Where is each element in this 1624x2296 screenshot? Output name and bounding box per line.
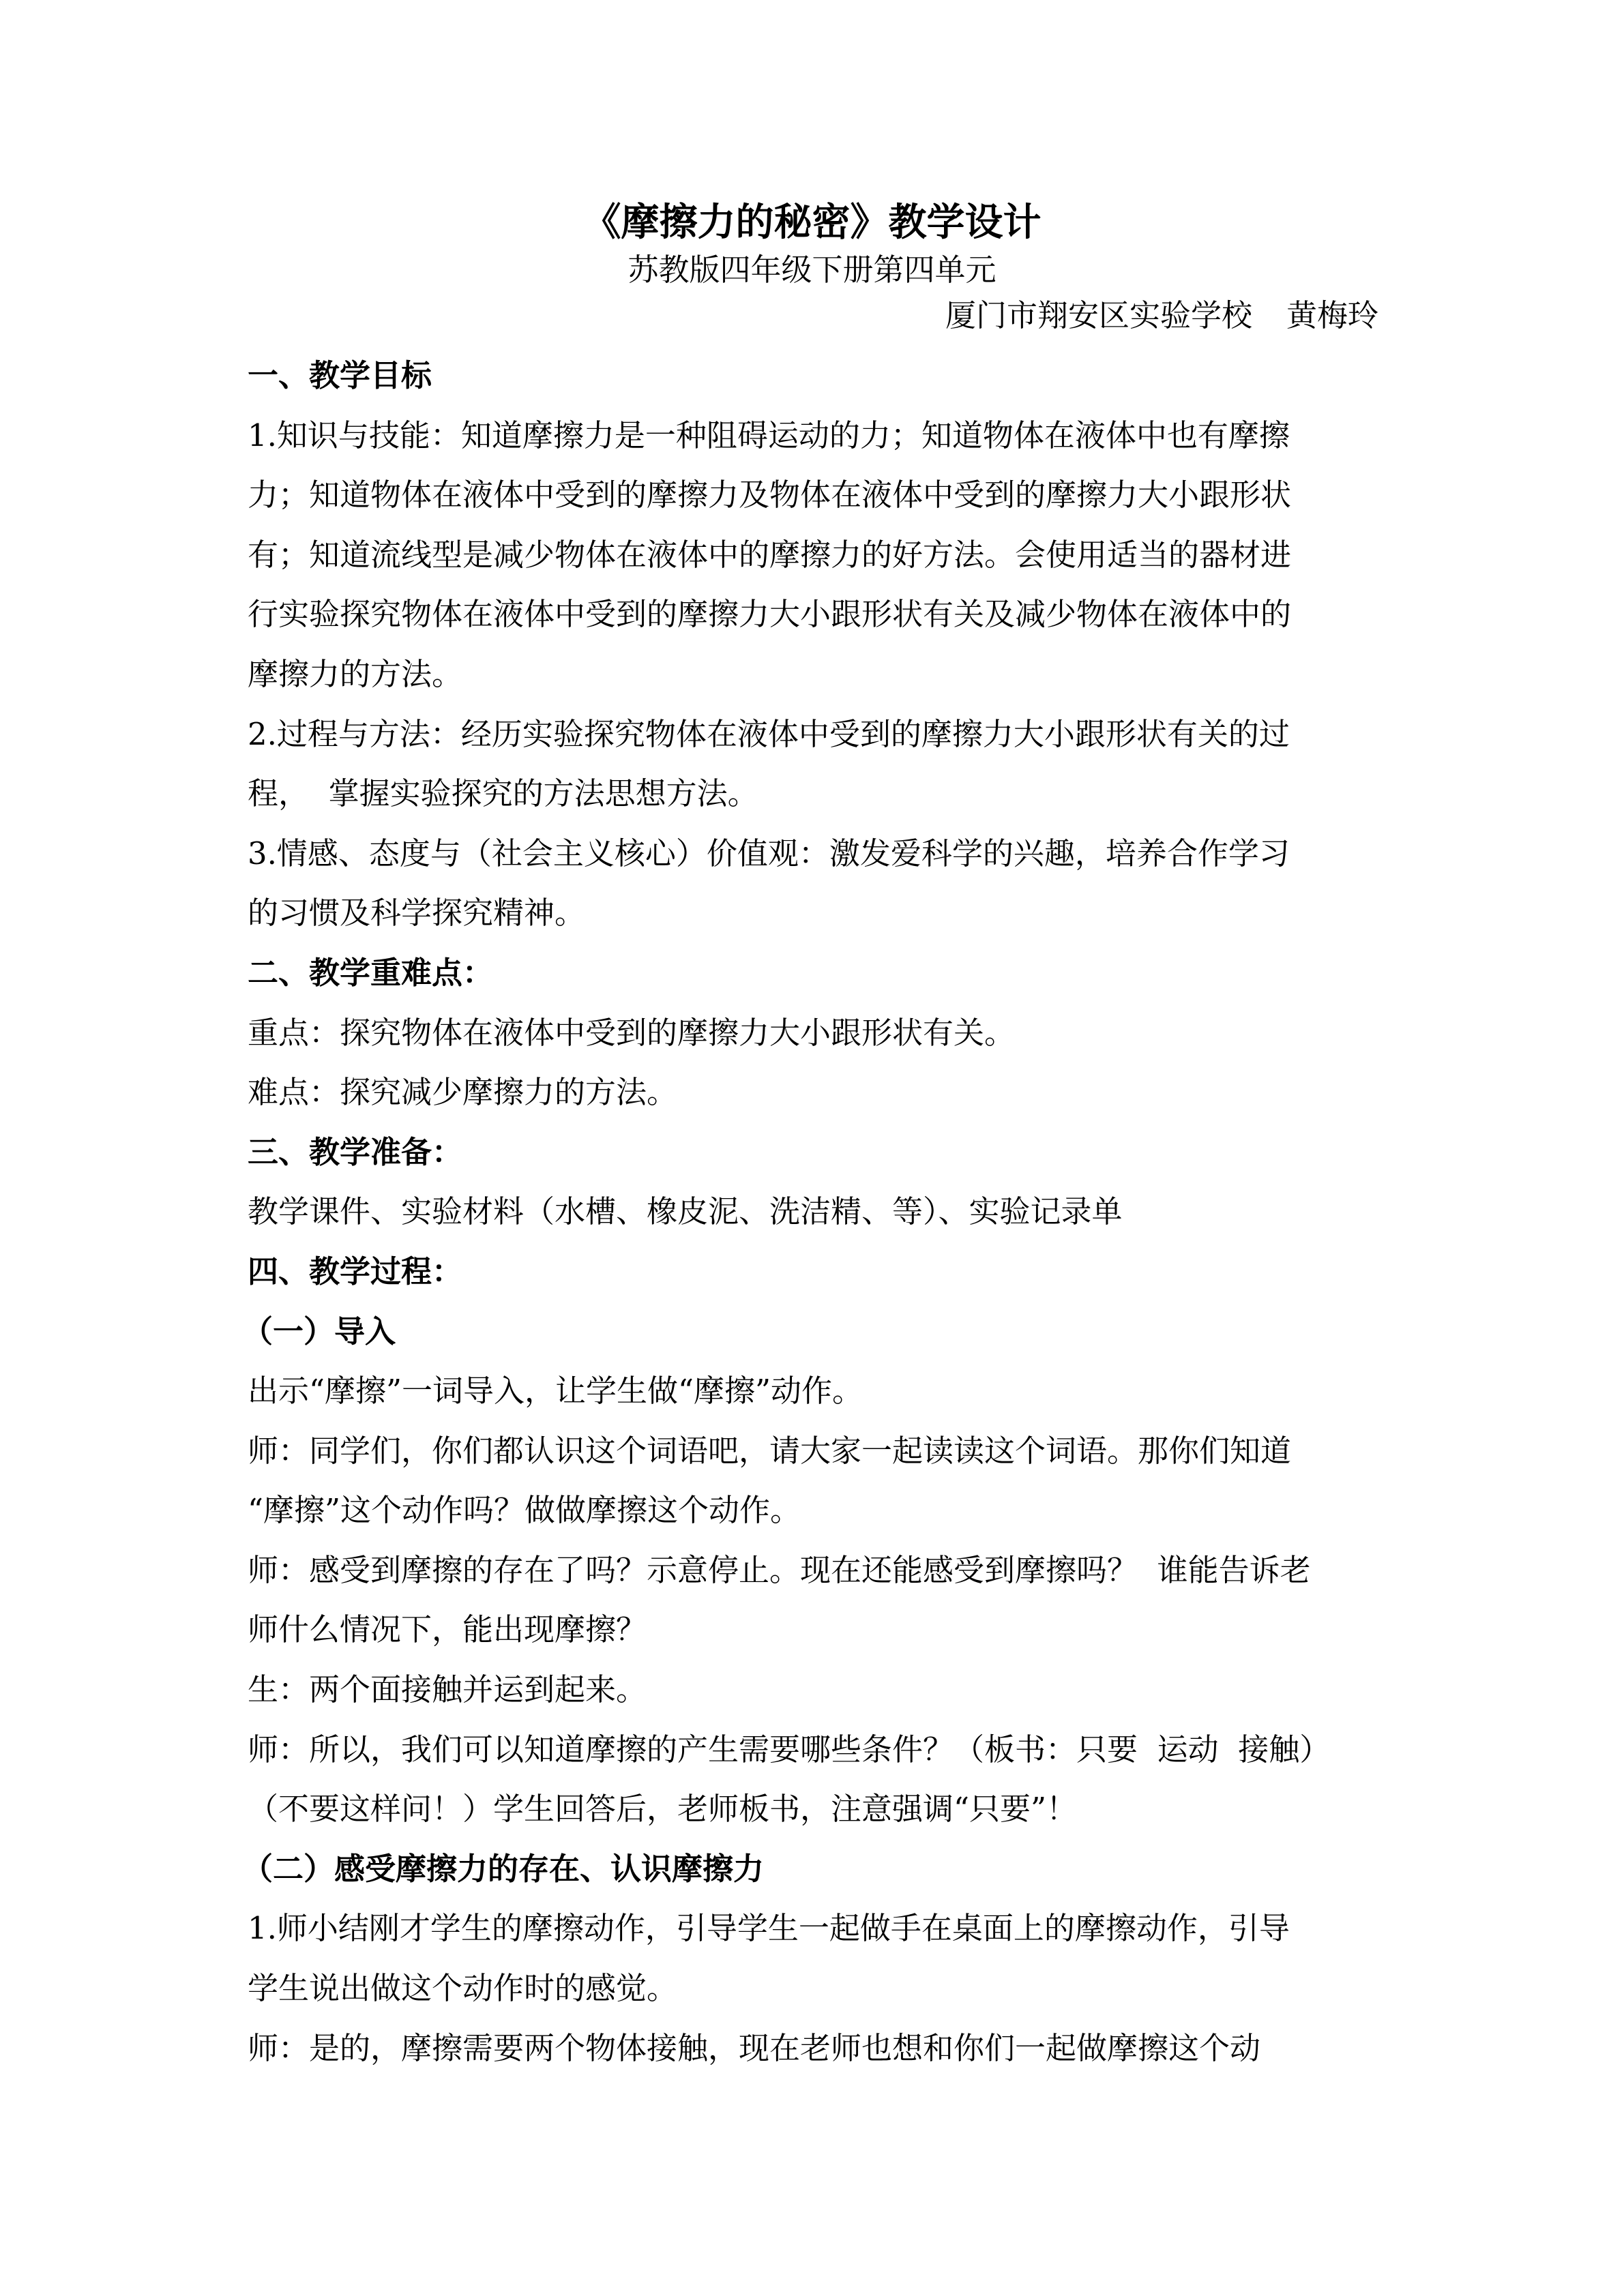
paragraph-line: 重点：探究物体在液体中受到的摩擦力大小跟形状有关。	[248, 1014, 1016, 1051]
paragraph-line: “摩擦”这个动作吗？做做摩擦这个动作。	[248, 1492, 801, 1529]
paragraph-line: 程， 掌握实验探究的方法思想方法。	[248, 775, 758, 812]
paragraph-line: 师：所以，我们可以知道摩擦的产生需要哪些条件？（板书：只要 运动 接触）	[248, 1731, 1331, 1768]
paragraph-line: 生：两个面接触并运到起来。	[248, 1671, 647, 1708]
section-heading-preparation: 三、教学准备：	[248, 1133, 463, 1170]
paragraph-line: 师：同学们，你们都认识这个词语吧，请大家一起读读这个词语。那你们知道	[248, 1432, 1292, 1469]
author-name: 黄梅玲	[1286, 297, 1378, 333]
school-name: 厦门市翔安区实验学校	[945, 297, 1252, 333]
document-subtitle: 苏教版四年级下册第四单元	[628, 252, 996, 288]
author-line	[945, 293, 1378, 338]
document-body	[242, 346, 1380, 2078]
paragraph-line: （不要这样问！）学生回答后，老师板书，注意强调“只要”！	[248, 1791, 1078, 1828]
section-heading-key-points: 二、教学重难点：	[248, 954, 494, 991]
paragraph-line: 摩擦力的方法。	[248, 655, 463, 692]
paragraph-line: 1.知识与技能：知道摩擦力是一种阻碍运动的力；知道物体在液体中也有摩擦	[248, 417, 1290, 453]
paragraph-line: 2.过程与方法：经历实验探究物体在液体中受到的摩擦力大小跟形状有关的过	[248, 715, 1290, 752]
paragraph-line: 3.情感、态度与（社会主义核心）价值观：激发爱科学的兴趣，培养合作学习	[248, 835, 1290, 871]
document-title: 《摩擦力的秘密》教学设计	[582, 200, 1042, 245]
paragraph-line: 学生说出做这个动作时的感觉。	[248, 1970, 678, 2007]
paragraph-line: 行实验探究物体在液体中受到的摩擦力大小跟形状有关及减少物体在液体中的	[248, 596, 1292, 633]
paragraph-line: 师：是的，摩擦需要两个物体接触，现在老师也想和你们一起做摩擦这个动	[248, 2029, 1261, 2066]
paragraph-line: 师什么情况下，能出现摩擦？	[248, 1611, 647, 1648]
paragraph-line: 师：感受到摩擦的存在了吗？示意停止。现在还能感受到摩擦吗？ 谁能告诉老	[248, 1551, 1311, 1588]
section-heading-goals: 一、教学目标	[248, 357, 432, 393]
paragraph-line: 力；知道物体在液体中受到的摩擦力及物体在液体中受到的摩擦力大小跟形状	[248, 477, 1292, 513]
paragraph-line: 有；知道流线型是减少物体在液体中的摩擦力的好方法。会使用适当的器材进	[248, 536, 1292, 573]
paragraph-line: 出示“摩擦”一词导入，让学生做“摩擦”动作。	[248, 1373, 863, 1410]
paragraph-line: 教学课件、实验材料（水槽、橡皮泥、洗洁精、等）、实验记录单	[248, 1193, 1123, 1230]
section-heading-process: 四、教学过程：	[248, 1253, 463, 1289]
paragraph-line: 难点：探究减少摩擦力的方法。	[248, 1074, 678, 1111]
subsection-heading-friction: （二）感受摩擦力的存在、认识摩擦力	[242, 1850, 765, 1887]
paragraph-line: 的习惯及科学探究精神。	[248, 895, 586, 931]
paragraph-line: 1.师小结刚才学生的摩擦动作，引导学生一起做手在桌面上的摩擦动作，引导	[248, 1910, 1290, 1947]
subsection-heading-intro: （一）导入	[242, 1313, 396, 1350]
